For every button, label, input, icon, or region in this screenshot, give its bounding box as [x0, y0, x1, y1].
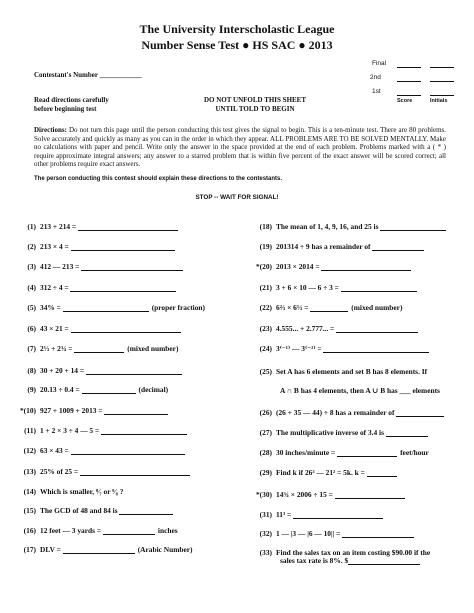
problem-number: (28): [259, 448, 272, 457]
answer-blank[interactable]: [80, 467, 190, 476]
problem-text: 1 + 2 × 3 ÷ 4 — 5 =: [40, 426, 102, 435]
problem-text: Find k if 26² — 21² = 5k. k =: [276, 468, 367, 477]
second-score-line[interactable]: [397, 81, 421, 82]
problem-text: DLV =: [40, 545, 63, 554]
problem-text: 201314 ÷ 9 has a remainder of: [276, 242, 373, 251]
answer-blank[interactable]: [63, 303, 149, 312]
problem-17: [14, 545, 193, 554]
problem-24: [250, 344, 429, 353]
answer-blank[interactable]: [335, 490, 405, 499]
answer-blank[interactable]: [74, 344, 124, 353]
problem-15: [14, 506, 173, 515]
problem-number: (33): [259, 548, 272, 557]
problem-number: (17): [23, 545, 36, 554]
answer-blank[interactable]: [81, 262, 183, 271]
answer-blank[interactable]: [101, 426, 187, 435]
problem-text: 43 × 21 =: [40, 324, 71, 333]
problem-2: [14, 242, 175, 251]
answer-blank[interactable]: [337, 448, 397, 457]
answer-blank[interactable]: [372, 242, 424, 251]
problem-number: (29): [259, 468, 272, 477]
problem-number: *(10): [19, 406, 36, 415]
read-directions-line2: before beginning test: [34, 104, 97, 113]
problem-number: (12): [23, 446, 36, 455]
problem-16: [14, 526, 178, 535]
answer-blank[interactable]: [321, 262, 411, 271]
problem-5: [14, 303, 205, 312]
answer-blank[interactable]: [82, 385, 136, 394]
problem-20: [250, 262, 411, 271]
problem-number: (5): [27, 303, 36, 312]
problem-26: [250, 408, 444, 417]
problem-25-line2: A ∩ B has 4 elements, then A ∪ B has ___ elements: [280, 386, 440, 395]
problem-number: (14): [23, 487, 36, 496]
problem-11: [14, 426, 187, 435]
initials-column-label: Initials: [430, 98, 448, 104]
problem-19: [250, 242, 424, 251]
answer-blank[interactable]: [104, 406, 168, 415]
answer-format-hint: inches: [157, 526, 178, 535]
problem-number: (27): [259, 428, 272, 437]
problem-text: 25% of 25 =: [40, 467, 80, 476]
answer-format-hint: feet/hour: [400, 448, 429, 457]
problem-number: (8): [27, 366, 36, 375]
answer-blank[interactable]: [78, 222, 178, 231]
problem-number: (6): [27, 324, 36, 333]
problem-text: 1 — |3 — |6 — 10|| =: [276, 529, 343, 538]
problem-number: (7): [27, 344, 36, 353]
answer-blank[interactable]: [341, 283, 417, 292]
problem-text: 63 × 43 =: [40, 446, 71, 455]
problem-text: 30 + 20 + 14 =: [40, 366, 86, 375]
problem-text: 20.13 ÷ 0.4 =: [40, 385, 82, 394]
problem-number: (4): [27, 283, 36, 292]
problem-number: (26): [259, 408, 272, 417]
read-directions-note: [34, 96, 109, 113]
problem-number: (18): [259, 222, 272, 231]
first-score-line[interactable]: [397, 95, 421, 96]
final-initials-line[interactable]: [430, 67, 454, 68]
directions-paragraph: [34, 126, 446, 169]
test-title: The University Interscholastic League: [139, 22, 335, 36]
problem-text: 2013 × 2014 =: [276, 262, 322, 271]
problem-text: 312 ÷ 4 =: [40, 283, 71, 292]
answer-format-hint: (decimal): [138, 385, 169, 394]
problem-13: [14, 467, 190, 476]
answer-blank[interactable]: [386, 428, 428, 437]
problem-1: [14, 222, 178, 231]
problem-25: [250, 367, 427, 376]
answer-blank[interactable]: [119, 506, 173, 515]
answer-format-hint: (mixed number): [127, 344, 179, 353]
problem-8: [14, 366, 182, 375]
directions-label: Directions:: [34, 126, 67, 134]
problem-text: 3⁽⁻¹⁾ — 3⁽⁻²⁾ =: [276, 344, 324, 353]
problem-10: [14, 406, 168, 415]
problem-text: 2⅓ + 2¾ =: [40, 344, 75, 353]
problem-12: [14, 446, 185, 455]
problem-31: [250, 510, 383, 519]
problem-30: [250, 490, 405, 499]
answer-blank[interactable]: [367, 468, 397, 477]
problem-22: [250, 303, 402, 312]
problem-7: [14, 344, 178, 353]
conductor-instruction: The person conducting this contest should explain these directions to the contestants.: [34, 176, 283, 182]
problem-number: (9): [27, 385, 36, 394]
problem-text: The multiplicative inverse of 3.4 is: [276, 428, 386, 437]
directions-text: Do not turn this page until the person conducting this test gives the signal to begin. This is a ten-minute test. There are 80 problems. Solve accurately and quickly as many as you can in the order in which they appear. ALL PROBLEMS ARE TO BE SOLVED MENTALLY. Make no calculations with paper and pencil. Write only the answer in the space provided at the end of each problem. Problems marked with a ( * ) require approximate integral answers; any answer to a starred problem that is within five percent of the exact answer will be scored correct; all other problems require exact answers.: [34, 126, 446, 169]
answer-blank[interactable]: [310, 303, 348, 312]
problem-text: 927 + 1009 + 2013 =: [40, 406, 105, 415]
problem-28: [250, 448, 429, 457]
problem-text: 6⅔ × 6⅓ =: [276, 303, 311, 312]
score-column-label: Score: [397, 98, 413, 104]
first-initials-line[interactable]: [430, 95, 454, 96]
problem-number: (15): [23, 506, 36, 515]
answer-blank[interactable]: [336, 324, 418, 333]
answer-blank[interactable]: [71, 446, 185, 455]
answer-blank[interactable]: [70, 283, 176, 292]
problem-text: 412 — 213 =: [40, 262, 82, 271]
problem-3: [14, 262, 183, 271]
answer-blank[interactable]: [342, 529, 414, 538]
problem-text: (26 + 35 — 44) ÷ 8 has a remainder of: [276, 408, 397, 417]
answer-blank[interactable]: [86, 366, 182, 375]
answer-format-hint: (proper fraction): [151, 303, 205, 312]
problem-text: The GCD of 48 and 84 is: [40, 506, 120, 515]
problem-text: 30 inches/minute =: [276, 448, 338, 457]
problem-text: 11³ =: [276, 510, 294, 519]
problem-number: (3): [27, 262, 36, 271]
problem-number: (25): [259, 367, 272, 376]
problem-text: 213 + 214 =: [40, 222, 78, 231]
answer-blank[interactable]: [396, 408, 444, 417]
problem-33-line2: [280, 556, 420, 565]
problem-number: (32): [259, 529, 272, 538]
problem-21: [250, 283, 417, 292]
problem-23: [250, 324, 418, 333]
problem-number: (11): [24, 426, 36, 435]
problem-number: *(30): [255, 490, 272, 499]
problem-number: (16): [23, 526, 36, 535]
problem-27: [250, 428, 428, 437]
problem-number: (23): [259, 324, 272, 333]
do-not-unfold-line2: UNTIL TOLD TO BEGIN: [215, 104, 295, 113]
problem-text: 3 + 6 × 10 — 6 ÷ 3 =: [276, 283, 341, 292]
problem-18: [250, 222, 446, 231]
problem-33-answer-line[interactable]: [348, 556, 420, 565]
problem-number: (1): [27, 222, 36, 231]
read-directions-line1: Read directions carefully: [34, 96, 109, 104]
do-not-unfold-line1: DO NOT UNFOLD THIS SHEET: [203, 96, 307, 104]
first-label: 1st: [372, 88, 381, 95]
problem-number: *(20): [255, 262, 272, 271]
problem-text: 4.555... + 2.777... =: [276, 324, 337, 333]
answer-blank[interactable]: [71, 242, 175, 251]
contestant-number[interactable]: Contestant's Number ____________: [34, 71, 142, 79]
final-label: Final: [372, 60, 387, 67]
problem-text: 14¾ × 2006 ÷ 15 =: [276, 490, 335, 499]
problem-32: [250, 529, 414, 538]
do-not-unfold-note: [180, 96, 330, 113]
answer-blank[interactable]: [103, 526, 155, 535]
answer-blank[interactable]: [63, 545, 135, 554]
problem-33-line2-text: sales tax rate is 8%. $: [280, 556, 349, 565]
answer-blank[interactable]: [293, 510, 383, 519]
problem-14: [14, 487, 123, 496]
problem-text: 34% =: [40, 303, 63, 312]
answer-format-hint: (Arabic Number): [137, 545, 193, 554]
problem-number: (22): [259, 303, 272, 312]
second-label: 2nd: [370, 74, 381, 81]
problem-text: The mean of 1, 4, 9, 16, and 25 is: [276, 222, 381, 231]
second-initials-line[interactable]: [430, 81, 454, 82]
problem-number: (19): [259, 242, 272, 251]
answer-blank[interactable]: [323, 344, 429, 353]
problem-number: (2): [27, 242, 36, 251]
problem-29: [250, 468, 397, 477]
problem-number: (21): [259, 283, 272, 292]
problem-text: Find the sales tax on an item costing $90.00 if the: [276, 548, 431, 557]
problem-text: Which is smaller, ⁸⁄₇ or ⁹⁄₈ ?: [40, 487, 124, 496]
problem-text: 213 × 4 =: [40, 242, 71, 251]
test-subtitle: Number Sense Test ● HS SAC ● 2013: [141, 38, 333, 52]
problem-9: [14, 385, 168, 394]
answer-format-hint: (mixed number): [351, 303, 403, 312]
problem-6: [14, 324, 181, 333]
problem-text: 12 feet — 3 yards =: [40, 526, 103, 535]
answer-blank[interactable]: [380, 222, 446, 231]
problem-number: (31): [259, 510, 272, 519]
answer-blank[interactable]: [71, 324, 181, 333]
stop-notice: STOP -- WAIT FOR SIGNAL!: [195, 194, 279, 201]
problem-text: Set A has 6 elements and set B has 8 elements. If: [276, 367, 428, 376]
problem-number: (13): [23, 467, 36, 476]
problem-number: (24): [259, 344, 272, 353]
problem-4: [14, 283, 176, 292]
final-score-line[interactable]: [397, 67, 421, 68]
